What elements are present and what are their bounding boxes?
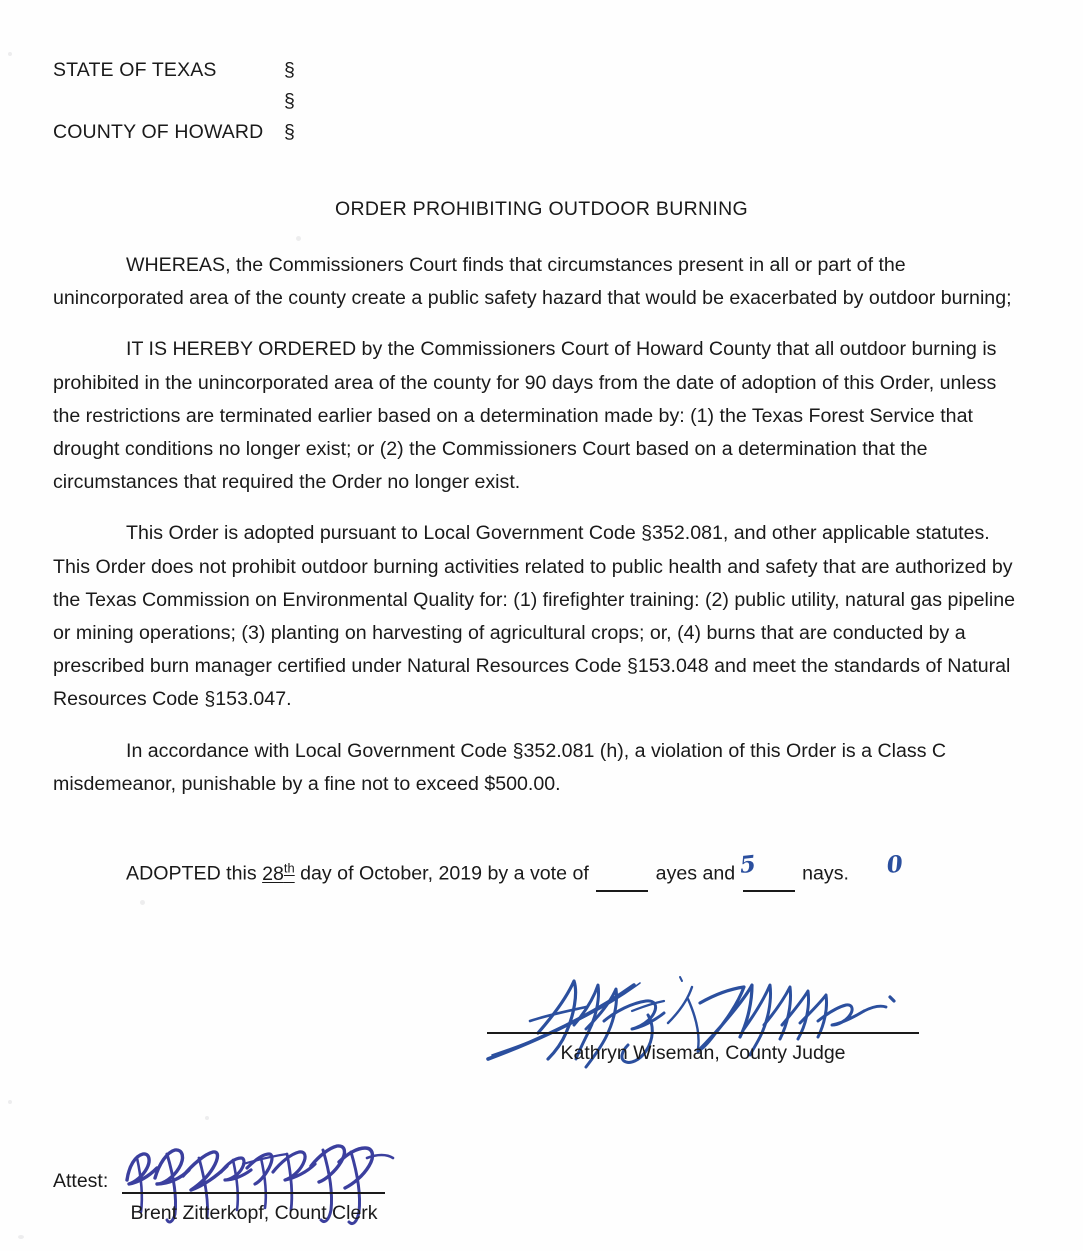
section-symbol: § [284, 121, 295, 143]
paragraph-ordered: IT IS HEREBY ORDERED by the Commissioners Court of Howard County that all outdoor burning is prohibited in the unincorporated area of the county for 90 days from the date of adoption of this Order, unless the restrictions are terminated earlier based on a determination made by: (1) the Texas Forest Service that drought conditions no longer exist; or (2) the Commissioners Court based on a determination that the circumstances that required the Order no longer exist. [53, 338, 997, 494]
paragraph-statutes: This Order is adopted pursuant to Local Government Code §352.081, and other applicable statutes. This Order does not prohibit outdoor burning activities related to public health and safety that are authorized by the Texas Commission on Environmental Quality for: (1) firefighter training: (2) public utility, natural gas pipeline or mining operations; (3) planting on harvesting of agricultural crops; or, (4) burns that are conducted by a prescribed burn manager certified under Natural Resources Code §153.048 and meet the standards of Natural Resources Code §153.047. [53, 522, 1015, 711]
adoption-day-number: 28 [262, 862, 284, 885]
attest-label: Attest: [53, 1170, 109, 1192]
case-caption [53, 55, 473, 148]
paragraph-whereas: WHEREAS, the Commissioners Court finds that circumstances present in all or part of the unincorporated area of the county create a public safety hazard that would be exacerbated by outdoor burning; [53, 254, 1012, 310]
judge-name-line: Kathryn Wiseman, County Judge [560, 1042, 846, 1064]
caption-row-middle [53, 86, 473, 117]
document-body [53, 249, 1019, 801]
adoption-day [262, 860, 295, 885]
state-label: STATE OF TEXAS [53, 59, 217, 81]
paragraph-penalty: In accordance with Local Government Code §352.081 (h), a violation of this Order is a Class C misdemeanor, punishable by a fine not to exceed $500.00. [53, 739, 947, 795]
section-symbol: § [284, 59, 295, 81]
scan-speckle [296, 236, 301, 241]
judge-signature-rule [487, 1032, 919, 1034]
adopted-prefix: ADOPTED this [126, 862, 263, 885]
scan-speckle [8, 1100, 12, 1104]
ayes-rule [596, 890, 648, 892]
caption-row-county [53, 117, 473, 148]
nays-label: nays. [796, 862, 849, 885]
caption-row-state [53, 55, 473, 86]
ayes-label: ayes and [650, 862, 741, 885]
adoption-day-suffix: th [283, 860, 295, 875]
adoption-line [53, 851, 1019, 891]
county-label: COUNTY OF HOWARD [53, 121, 264, 143]
scan-speckle [8, 52, 12, 56]
nays-rule [743, 890, 795, 892]
scan-speckle [140, 900, 145, 905]
clerk-name-line: Brent Zitterkopf, Count Clerk [130, 1202, 378, 1224]
attest-signature-rule [122, 1192, 385, 1194]
scan-speckle [18, 1235, 24, 1239]
page-title: ORDER PROHIBITING OUTDOOR BURNING [335, 198, 748, 220]
ayes-value: 5 [738, 849, 758, 879]
scan-speckle [205, 1116, 209, 1120]
nays-value: 0 [885, 849, 904, 879]
adoption-middle: day of October, 2019 by a vote of [294, 862, 595, 885]
section-symbol: § [284, 90, 295, 112]
